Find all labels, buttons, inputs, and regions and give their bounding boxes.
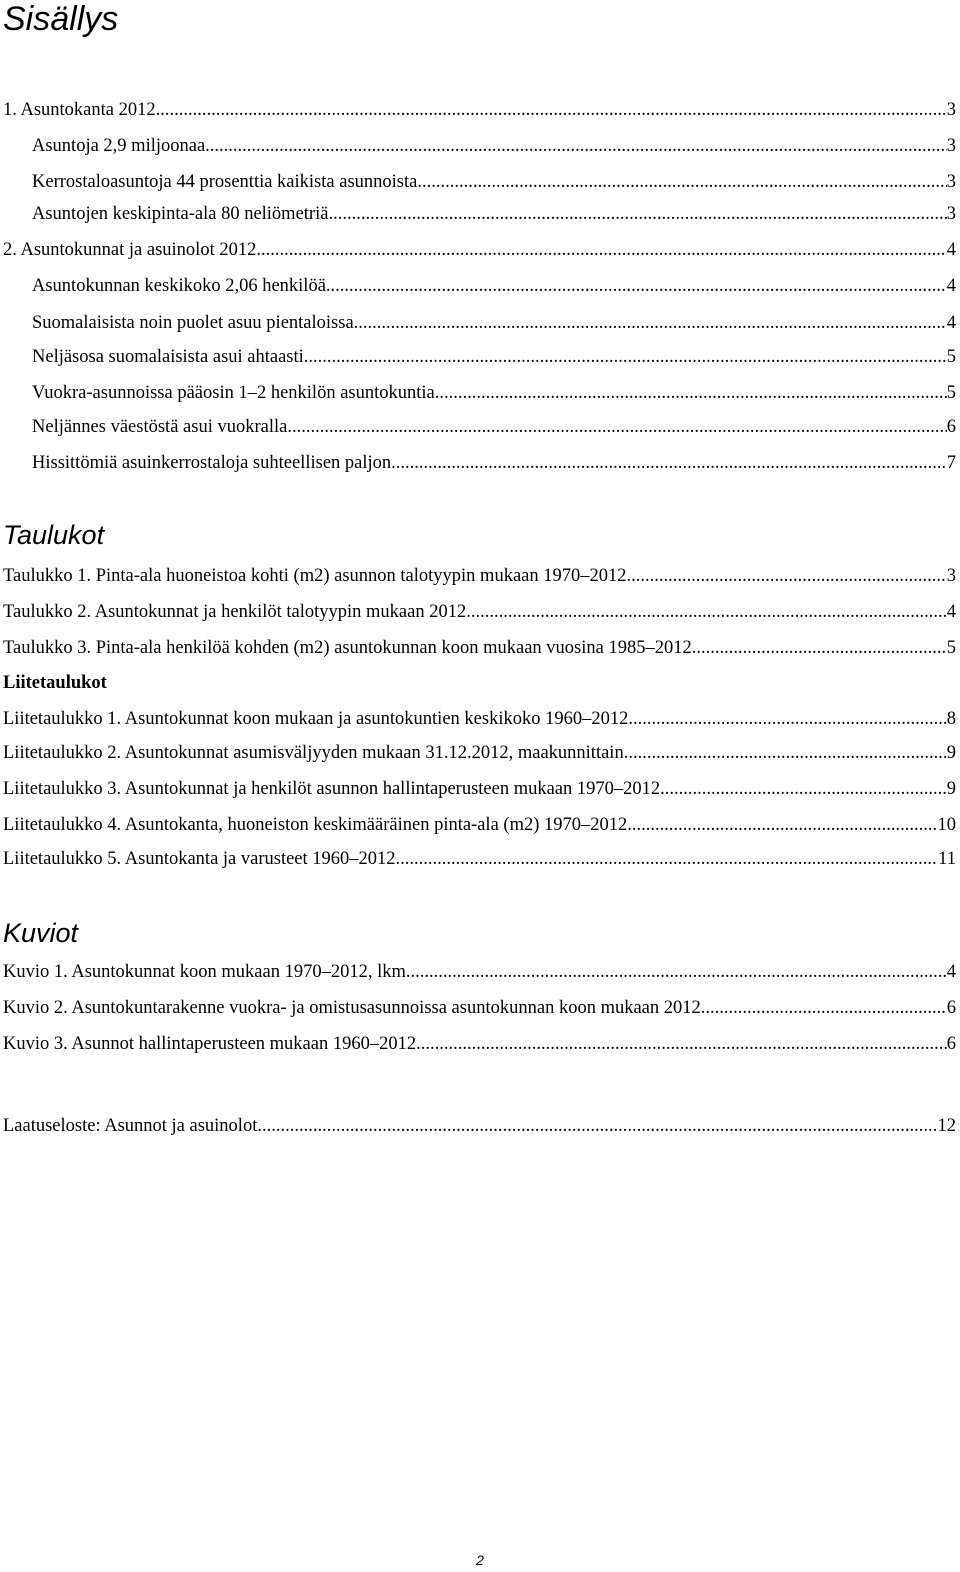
appendix-table-entry[interactable] <box>3 705 956 733</box>
table-entry-page: 3 <box>946 566 956 586</box>
dot-leader <box>205 132 947 160</box>
toc-entry[interactable] <box>32 272 956 300</box>
toc-entry-page: 3 <box>946 136 956 156</box>
table-entry-title: Taulukko 2. Asuntokunnat ja henkilöt talotyypin mukaan 2012 <box>3 602 467 622</box>
toc-entry[interactable] <box>32 449 956 477</box>
dot-leader <box>354 309 947 337</box>
page-number: 2 <box>476 1552 484 1568</box>
table-entry-page: 4 <box>946 602 956 622</box>
table-entry-page: 5 <box>946 638 956 658</box>
toc-entry-title: Kerrostaloasuntoja 44 prosenttia kaikista asunnoista <box>32 172 418 192</box>
toc-entry[interactable] <box>3 236 956 264</box>
quality-report-title: Laatuseloste: Asunnot ja asuinolot <box>3 1116 258 1136</box>
dot-leader <box>628 705 946 733</box>
dot-leader <box>304 343 947 371</box>
toc-entry-page: 6 <box>946 417 956 437</box>
dot-leader <box>627 562 947 590</box>
toc-entry-page: 5 <box>946 347 956 367</box>
toc-entry[interactable] <box>32 132 956 160</box>
appendix-table-entry[interactable] <box>3 775 956 803</box>
table-entry[interactable] <box>3 598 956 626</box>
appendix-table-entry[interactable] <box>3 739 956 767</box>
appendix-tables-heading: Liitetaulukot <box>3 673 107 693</box>
appendix-table-entry-page: 9 <box>946 779 956 799</box>
appendix-table-entry-page: 8 <box>946 709 956 729</box>
toc-entry[interactable] <box>32 200 956 228</box>
toc-entry-page: 4 <box>946 276 956 296</box>
figure-entry-page: 4 <box>946 962 956 982</box>
appendix-table-entry[interactable] <box>3 845 956 873</box>
dot-leader <box>287 413 946 441</box>
dot-leader <box>466 598 947 626</box>
figure-entry-title: Kuvio 1. Asuntokunnat koon mukaan 1970–2012, lkm <box>3 962 406 982</box>
appendix-table-entry-page: 11 <box>938 849 956 869</box>
toc-entry-title: Neljännes väestöstä asui vuokralla <box>32 417 288 437</box>
figure-entry-page: 6 <box>946 998 956 1018</box>
quality-report-page: 12 <box>937 1116 956 1136</box>
toc-entry-page: 3 <box>946 204 956 224</box>
figures-heading: Kuviot <box>3 918 79 948</box>
toc-entry-title: Neljäsosa suomalaisista asui ahtaasti <box>32 347 304 367</box>
toc-entry-page: 4 <box>946 313 956 333</box>
appendix-table-entry[interactable] <box>3 811 956 839</box>
quality-report-entry[interactable] <box>3 1112 956 1140</box>
contents-heading: Sisällys <box>3 0 119 38</box>
appendix-table-entry-title: Liitetaulukko 2. Asuntokunnat asumisväljyyden mukaan 31.12.2012, maakunnittain <box>3 743 624 763</box>
figure-entry[interactable] <box>3 994 956 1022</box>
figure-entry[interactable] <box>3 1030 956 1058</box>
dot-leader <box>396 845 939 873</box>
dot-leader <box>701 994 947 1022</box>
dot-leader <box>328 200 946 228</box>
toc-entry-title: Hissittömiä asuinkerrostaloja suhteellisen paljon <box>32 453 392 473</box>
toc-entry-page: 5 <box>946 383 956 403</box>
toc-entry-title: Asuntokunnan keskikoko 2,06 henkilöä <box>32 276 326 296</box>
table-entry-title: Taulukko 1. Pinta-ala huoneistoa kohti (m2) asunnon talotyypin mukaan 1970–2012 <box>3 566 627 586</box>
dot-leader <box>256 236 946 264</box>
toc-entry[interactable] <box>3 96 956 124</box>
appendix-table-entry-title: Liitetaulukko 4. Asuntokanta, huoneiston keskimääräinen pinta-ala (m2) 1970–2012 <box>3 815 628 835</box>
dot-leader <box>435 379 947 407</box>
dot-leader <box>391 449 947 477</box>
toc-entry-page: 7 <box>946 453 956 473</box>
dot-leader <box>257 1112 937 1140</box>
toc-entry[interactable] <box>32 343 956 371</box>
toc-entry[interactable] <box>32 379 956 407</box>
dot-leader <box>326 272 947 300</box>
toc-entry-page: 4 <box>946 240 956 260</box>
appendix-table-entry-title: Liitetaulukko 1. Asuntokunnat koon mukaan ja asuntokuntien keskikoko 1960–2012 <box>3 709 629 729</box>
toc-entry-title: 1. Asuntokanta 2012 <box>3 100 156 120</box>
dot-leader <box>624 739 947 767</box>
toc-entry-page: 3 <box>946 100 956 120</box>
figure-entry-title: Kuvio 3. Asunnot hallintaperusteen mukaan 1960–2012 <box>3 1034 417 1054</box>
toc-entry-page: 3 <box>946 172 956 192</box>
table-entry[interactable] <box>3 562 956 590</box>
toc-entry[interactable] <box>32 309 956 337</box>
dot-leader <box>627 811 937 839</box>
toc-entry-title: Suomalaisista noin puolet asuu pientaloissa <box>32 313 354 333</box>
appendix-table-entry-title: Liitetaulukko 3. Asuntokunnat ja henkilöt asunnon hallintaperusteen mukaan 1970–2012 <box>3 779 661 799</box>
toc-entry-title: Vuokra-asunnoissa pääosin 1–2 henkilön asuntokuntia <box>32 383 435 403</box>
dot-leader <box>156 96 947 124</box>
dot-leader <box>417 168 946 196</box>
appendix-table-entry-page: 9 <box>946 743 956 763</box>
tables-heading: Taulukot <box>3 520 105 550</box>
toc-entry[interactable] <box>32 413 956 441</box>
figure-entry-title: Kuvio 2. Asuntokuntarakenne vuokra- ja omistusasunnoissa asuntokunnan koon mukaan 2012 <box>3 998 701 1018</box>
dot-leader <box>416 1030 947 1058</box>
toc-entry-title: Asuntojen keskipinta-ala 80 neliömetriä <box>32 204 329 224</box>
figure-entry-page: 6 <box>946 1034 956 1054</box>
dot-leader <box>406 958 947 986</box>
dot-leader <box>692 634 947 662</box>
appendix-table-entry-title: Liitetaulukko 5. Asuntokanta ja varusteet 1960–2012 <box>3 849 396 869</box>
toc-entry[interactable] <box>32 168 956 196</box>
figure-entry[interactable] <box>3 958 956 986</box>
toc-entry-title: 2. Asuntokunnat ja asuinolot 2012 <box>3 240 257 260</box>
table-entry-title: Taulukko 3. Pinta-ala henkilöä kohden (m2) asuntokunnan koon mukaan vuosina 1985–2012 <box>3 638 692 658</box>
table-entry[interactable] <box>3 634 956 662</box>
toc-entry-title: Asuntoja 2,9 miljoonaa <box>32 136 206 156</box>
dot-leader <box>660 775 947 803</box>
appendix-table-entry-page: 10 <box>937 815 956 835</box>
